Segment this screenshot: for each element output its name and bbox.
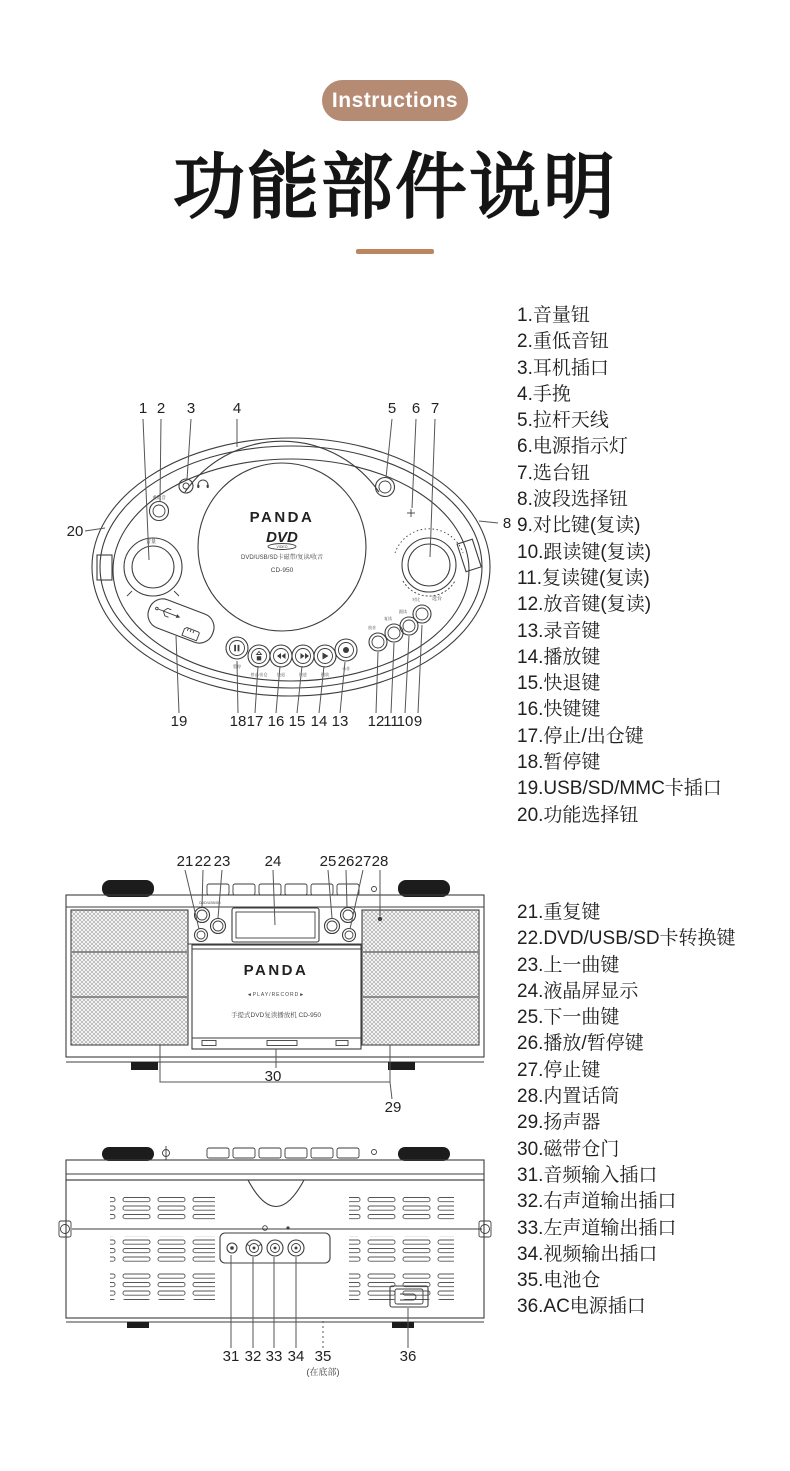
- part-item: 29.扬声器: [517, 1112, 601, 1134]
- part-item: 24.液晶屏显示: [517, 980, 639, 1002]
- callout-label: 34: [287, 1348, 305, 1365]
- svg-text:暂停: 暂停: [233, 664, 241, 669]
- parts-list-top-view: [517, 303, 722, 829]
- callout-label: 24: [264, 853, 282, 870]
- antenna-base-button: [376, 478, 395, 497]
- dvd-logo-sub: VIDEO: [276, 545, 288, 549]
- rewind-button: [270, 645, 292, 677]
- antenna-recess: [248, 1180, 304, 1207]
- instructions-badge: Instructions: [322, 80, 468, 121]
- parts-list-front-rear: [517, 900, 736, 1321]
- part-item: 21.重复键: [517, 902, 601, 923]
- volume-label: 音量: [145, 539, 157, 545]
- callout-label: 4: [232, 400, 242, 417]
- fast-forward-button: [292, 645, 314, 677]
- foot: [131, 1062, 158, 1070]
- part-item: 33.左声道输出插口: [517, 1217, 677, 1239]
- cassette-door: [188, 944, 362, 1049]
- playback-button: [368, 624, 387, 651]
- front-view-diagram: [52, 848, 512, 1138]
- callout-label: 32: [244, 1348, 262, 1365]
- part-item: 34.视频输出插口: [517, 1243, 658, 1265]
- page-title: 功能部件说明: [172, 148, 617, 228]
- tune-label: 选台: [431, 596, 443, 602]
- part-item: 8.波段选择钮: [517, 489, 628, 511]
- part-item: 16.快键键: [517, 699, 601, 721]
- callout-label: 6: [411, 400, 421, 417]
- callout-label: 14: [310, 713, 328, 730]
- part-item: 10.跟读键(复读): [517, 541, 652, 563]
- callout-label: 27: [354, 853, 372, 870]
- handle-hinge: [398, 1147, 450, 1161]
- svg-text:播放: 播放: [321, 672, 329, 677]
- part-item: 36.AC电源插口: [517, 1296, 646, 1318]
- part-item: 19.USB/SD/MMC卡插口: [517, 778, 722, 800]
- model-text: CD-950: [270, 567, 294, 574]
- callout-label: 1: [138, 400, 148, 417]
- part-item: 27.停止键: [517, 1059, 601, 1081]
- svg-text:录音: 录音: [342, 666, 350, 671]
- play-button: [314, 645, 336, 677]
- antenna-top: [163, 1146, 170, 1160]
- built-in-mic: [378, 917, 382, 921]
- foot: [388, 1062, 415, 1070]
- callout-label: 22: [194, 853, 212, 870]
- brand-text: PANDA: [243, 962, 309, 979]
- svg-text:快进: 快进: [299, 672, 307, 677]
- part-item: 22.DVD/USB/SD卡转换键: [517, 928, 736, 950]
- stop-button: [343, 929, 356, 942]
- callout-label: 31: [222, 1348, 240, 1365]
- part-item: 26.播放/暂停键: [517, 1033, 644, 1055]
- usb-icon: [154, 604, 181, 621]
- part-item: 9.对比键(复读): [517, 515, 641, 537]
- record-button: [335, 639, 357, 671]
- part-item: 20.功能选择钮: [517, 804, 639, 826]
- part-item: 25.下一曲键: [517, 1007, 620, 1029]
- callout-label: 12: [367, 713, 385, 730]
- part-item: 3.耳机插口: [517, 357, 609, 379]
- headphone-icon: [198, 480, 208, 485]
- part-item: 23.上一曲键: [517, 954, 620, 976]
- left-speaker: [71, 910, 188, 1045]
- card-slot: [144, 595, 218, 647]
- callout-label: 10: [396, 713, 414, 730]
- audio-in-jack: [227, 1243, 237, 1253]
- svg-text:跟读: 跟读: [399, 609, 407, 614]
- callout-label: 7: [430, 400, 440, 417]
- part-item: 2.重低音钮: [517, 331, 609, 353]
- contrast-button: [412, 596, 431, 623]
- callout-label: 23: [213, 853, 231, 870]
- callout-label: 9: [413, 713, 423, 730]
- svg-text:停止/出仓: 停止/出仓: [250, 672, 268, 677]
- foot: [392, 1322, 414, 1328]
- callout-label: 25: [319, 853, 337, 870]
- part-item: 11.复读键(复读): [517, 567, 650, 589]
- foot: [127, 1322, 149, 1328]
- video-out-jack: [288, 1240, 304, 1256]
- part-item: 14.播放键: [517, 646, 601, 668]
- callout-label: 19: [170, 713, 188, 730]
- part-item: 30.磁带仓门: [517, 1138, 620, 1160]
- right-speaker: [362, 910, 479, 1045]
- repeat-button: [195, 929, 208, 942]
- callout-label: 36: [399, 1348, 417, 1365]
- bass-button: [150, 494, 169, 521]
- callout-label: 5: [387, 400, 397, 417]
- callout-label: 35: [314, 1348, 332, 1365]
- part-item: 15.快退键: [517, 673, 601, 695]
- callout-label: 29: [384, 1099, 402, 1116]
- volume-knob: [124, 538, 182, 596]
- part-item: 17.停止/出仓键: [517, 725, 644, 747]
- handle-hinge: [102, 1147, 154, 1161]
- tuning-knob: [395, 529, 463, 602]
- cd-door: [198, 463, 366, 631]
- cluster-label: DVD/USB/SD: [199, 901, 221, 905]
- right-audio-out-jack: [246, 1240, 262, 1256]
- part-item: 1.音量钮: [517, 305, 590, 326]
- stop-eject-button: [248, 645, 270, 677]
- callout-lines: [160, 870, 392, 1099]
- part-item: 18.暂停键: [517, 752, 601, 774]
- part-item: 6.电源指示灯: [517, 436, 628, 458]
- callout-label: 26: [337, 853, 355, 870]
- tape-door-label: ◄PLAY/RECORD►: [246, 992, 306, 998]
- left-audio-out-jack: [267, 1240, 283, 1256]
- callout-label: 3: [186, 400, 196, 417]
- callout-label: 30: [264, 1068, 282, 1085]
- title-divider: [356, 249, 434, 254]
- svg-text:复读: 复读: [384, 616, 392, 621]
- svg-text:对比: 对比: [412, 597, 420, 602]
- callout-label: 21: [176, 853, 194, 870]
- callout-label: 28: [371, 853, 389, 870]
- brand-text: PANDA: [249, 509, 315, 526]
- callout-label: 20: [66, 523, 84, 540]
- svg-text:放音: 放音: [368, 625, 376, 630]
- vent-slots: [110, 1196, 454, 1300]
- part-item: 13.录音键: [517, 620, 601, 642]
- jack-panel: [220, 1226, 330, 1263]
- part-item: 32.右声道输出插口: [517, 1191, 677, 1213]
- handle: [185, 441, 379, 492]
- part-item: 7.选台钮: [517, 462, 590, 484]
- device-desc: DVD/USB/SD卡磁带/复读/收音: [240, 555, 324, 561]
- rear-view-diagram: [52, 1145, 512, 1415]
- part-item: 28.内置话筒: [517, 1086, 620, 1108]
- callout-label: 2: [156, 400, 166, 417]
- part-item: 4.手挽: [517, 383, 571, 405]
- function-selector: [97, 555, 112, 580]
- model-line: 手提式DVD复读播放机 CD-950: [231, 1012, 321, 1019]
- callout-label: 16: [267, 713, 285, 730]
- battery-location-note: (在底部): [306, 1367, 340, 1377]
- svg-text:快退: 快退: [277, 672, 285, 677]
- lcd-display: [232, 908, 319, 942]
- power-indicator: [407, 509, 415, 517]
- bass-label: 重低音: [152, 495, 166, 500]
- callout-labels: [223, 1348, 417, 1377]
- dvd-logo: DVD: [266, 529, 298, 546]
- callout-label: 18: [229, 713, 247, 730]
- follow-read-button: [399, 608, 418, 635]
- part-item: 31.音频输入插口: [517, 1164, 658, 1186]
- callout-label: 13: [331, 713, 349, 730]
- callout-label: 11: [383, 713, 399, 730]
- top-view-diagram: [55, 395, 515, 740]
- callout-label: 17: [246, 713, 264, 730]
- callout-lines: [231, 1255, 408, 1348]
- part-item: 5.拉杆天线: [517, 410, 609, 432]
- antenna-mount: [372, 887, 377, 892]
- callout-label: 33: [265, 1348, 283, 1365]
- part-item: 12.放音键(复读): [517, 594, 652, 616]
- callout-label: 8: [502, 515, 512, 532]
- callout-label: 15: [288, 713, 306, 730]
- top-edge: [102, 1146, 450, 1161]
- part-item: 35.电池仓: [517, 1270, 601, 1292]
